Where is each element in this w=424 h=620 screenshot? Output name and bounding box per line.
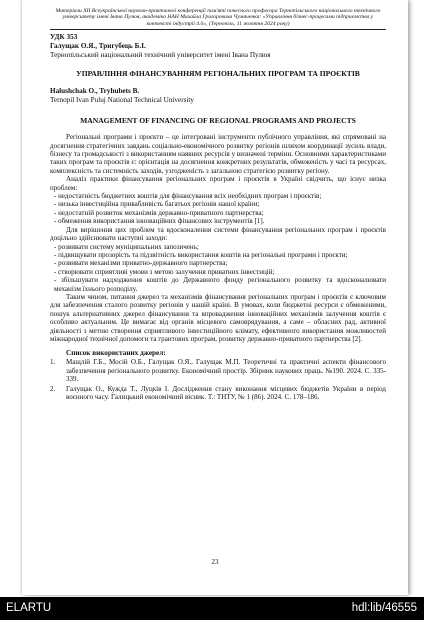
list-item: - збільшувати надходження коштів до Державного фонду регіонального розвитку та вдосконалювати механізм їхнього розподілу. bbox=[54, 276, 386, 293]
affiliation-uk: Тернопільський національний технічний університет імені Івана Пулюя bbox=[50, 51, 271, 60]
list-item: - обмеження використання інноваційних фінансових інструментів [1]. bbox=[54, 217, 265, 226]
page-content bbox=[50, 8, 386, 402]
list-item: - розвивати систему муніципальних запозичень; bbox=[54, 242, 199, 251]
reference-item bbox=[50, 358, 386, 383]
handle-identifier: hdl:lib/46555 bbox=[351, 602, 417, 614]
list-item: - недостатній розвиток механізмів державно-приватного партнерства; bbox=[54, 208, 264, 217]
list-item: - низька інвестиційна привабливість багатьох регіонів нашої країни; bbox=[54, 200, 260, 209]
references-title: Список використаних джерел: bbox=[66, 349, 166, 358]
paragraph: Таким чином, питання джерел та механізмів фінансування регіональних програм і проєктів є ключовим для забезпечення сталого розвитку регіонів у нашій країні. В умовах, коли бюджетні ресурси є обмеженими, пошук альтернативних джерел фінансування та впровадження інноваційних механізмів залучення коштів є особливо актуальним. Це вимагає від органів місцевого самоврядування, а саме – обласних рад, активної діяльності з метою створення сприятливого інвестиційного клімату, ефективного використання можливостей міжнародної технічної допомоги та грантових програм, розвитку державно-приватного партнерства [2]. bbox=[50, 292, 386, 343]
udk-code: УДК 353 bbox=[50, 33, 78, 42]
title-en: MANAGEMENT OF FINANCING OF REGIONAL PROGRAMS AND PROJECTS bbox=[80, 116, 356, 126]
paragraph: Аналіз практики фінансування регіональних програм і проєктів в Україні свідчить, що існує низка проблем: bbox=[50, 175, 386, 192]
references-list bbox=[50, 358, 386, 401]
reference-text: Галущак О., Кужда Т., Луцків І. Дослідження стану виконання місцевих бюджетів України в період воєнного часу. Галицький економічний вісник. Т.: ТНТУ, № 1 (86). 2024. С. 178–186. bbox=[66, 384, 386, 401]
list-item: - розвивати механізми приватно-державного партнерства; bbox=[54, 259, 228, 268]
affiliation-en: Ternopil Ivan Puluj National Technical University bbox=[50, 96, 194, 105]
list-item: - підвищувати прозорість та підзвітність використання коштів на регіональні програми і проєкти; bbox=[54, 250, 348, 259]
repository-name: ELARTU bbox=[6, 602, 52, 614]
footer-bar bbox=[0, 597, 424, 620]
article-body bbox=[50, 133, 386, 343]
conference-header: Матеріали ХІІ Всеукраїнської науково-практичної конференції пам'яті почесного професора Тернопільського національного технічного університету імені Івана Пулюя, академіка НАН Михайла Григоровича Чумаченка: «Управління бізнес-процесами підприємства у контексті індустрії 4.0», (Тернопіль, 11 жовтня 2024 року) bbox=[50, 8, 386, 30]
reference-text: Мащлій Г.Б., Мосій О.Б., Галущак О.Я., Галущак М.П. Теоретичні та практичні аспекти фінансового забезпечення регіонального розвитку. Економічний простір. Збірник наукових праць. №190. 2024. С. 335-339. bbox=[66, 358, 386, 384]
reference-number: 2. bbox=[50, 384, 56, 393]
authors-en: Halushchak O., Tryhubets B. bbox=[50, 87, 140, 96]
list-item: - недостатність бюджетних коштів для фінансування всіх необхідних програм і проєктів; bbox=[54, 192, 322, 201]
list-item: - створювати сприятливі умови з метою залучення приватних інвестицій; bbox=[54, 267, 275, 276]
document-page bbox=[22, 0, 408, 595]
authors-uk: Галущак О.Я., Тригубець Б.І. bbox=[50, 42, 146, 51]
reference-number: 1. bbox=[50, 358, 56, 367]
paragraph: Регіональні програми і проєкти – це інтегровані інструменти публічного управління, які спрямовані на досягнення стратегічних завдань соціально-економічного розвитку регіонів шляхом координації зусиль влади, бізнесу та громадськості з використанням наявних ресурсів у визначені терміни. Основними характеристиками таких програм та проєктів є: орієнтація на досягнення конкретних результатів, обмеженість у часі та ресурсах, комплексність та системність заходів, узгодженість з загальною стратегією розвитку регіону. bbox=[50, 133, 386, 175]
paragraph: Для вирішення цих проблем та вдосконалення системи фінансування регіональних програм і проєктів доцільно здійснювати наступні заходи: bbox=[50, 225, 386, 243]
page-number: 23 bbox=[211, 558, 219, 566]
reference-item bbox=[50, 385, 386, 402]
title-uk: УПРАВЛІННЯ ФІНАНСУВАННЯМ РЕГІОНАЛЬНИХ ПРОГРАМ ТА ПРОЄКТІВ bbox=[76, 69, 360, 79]
